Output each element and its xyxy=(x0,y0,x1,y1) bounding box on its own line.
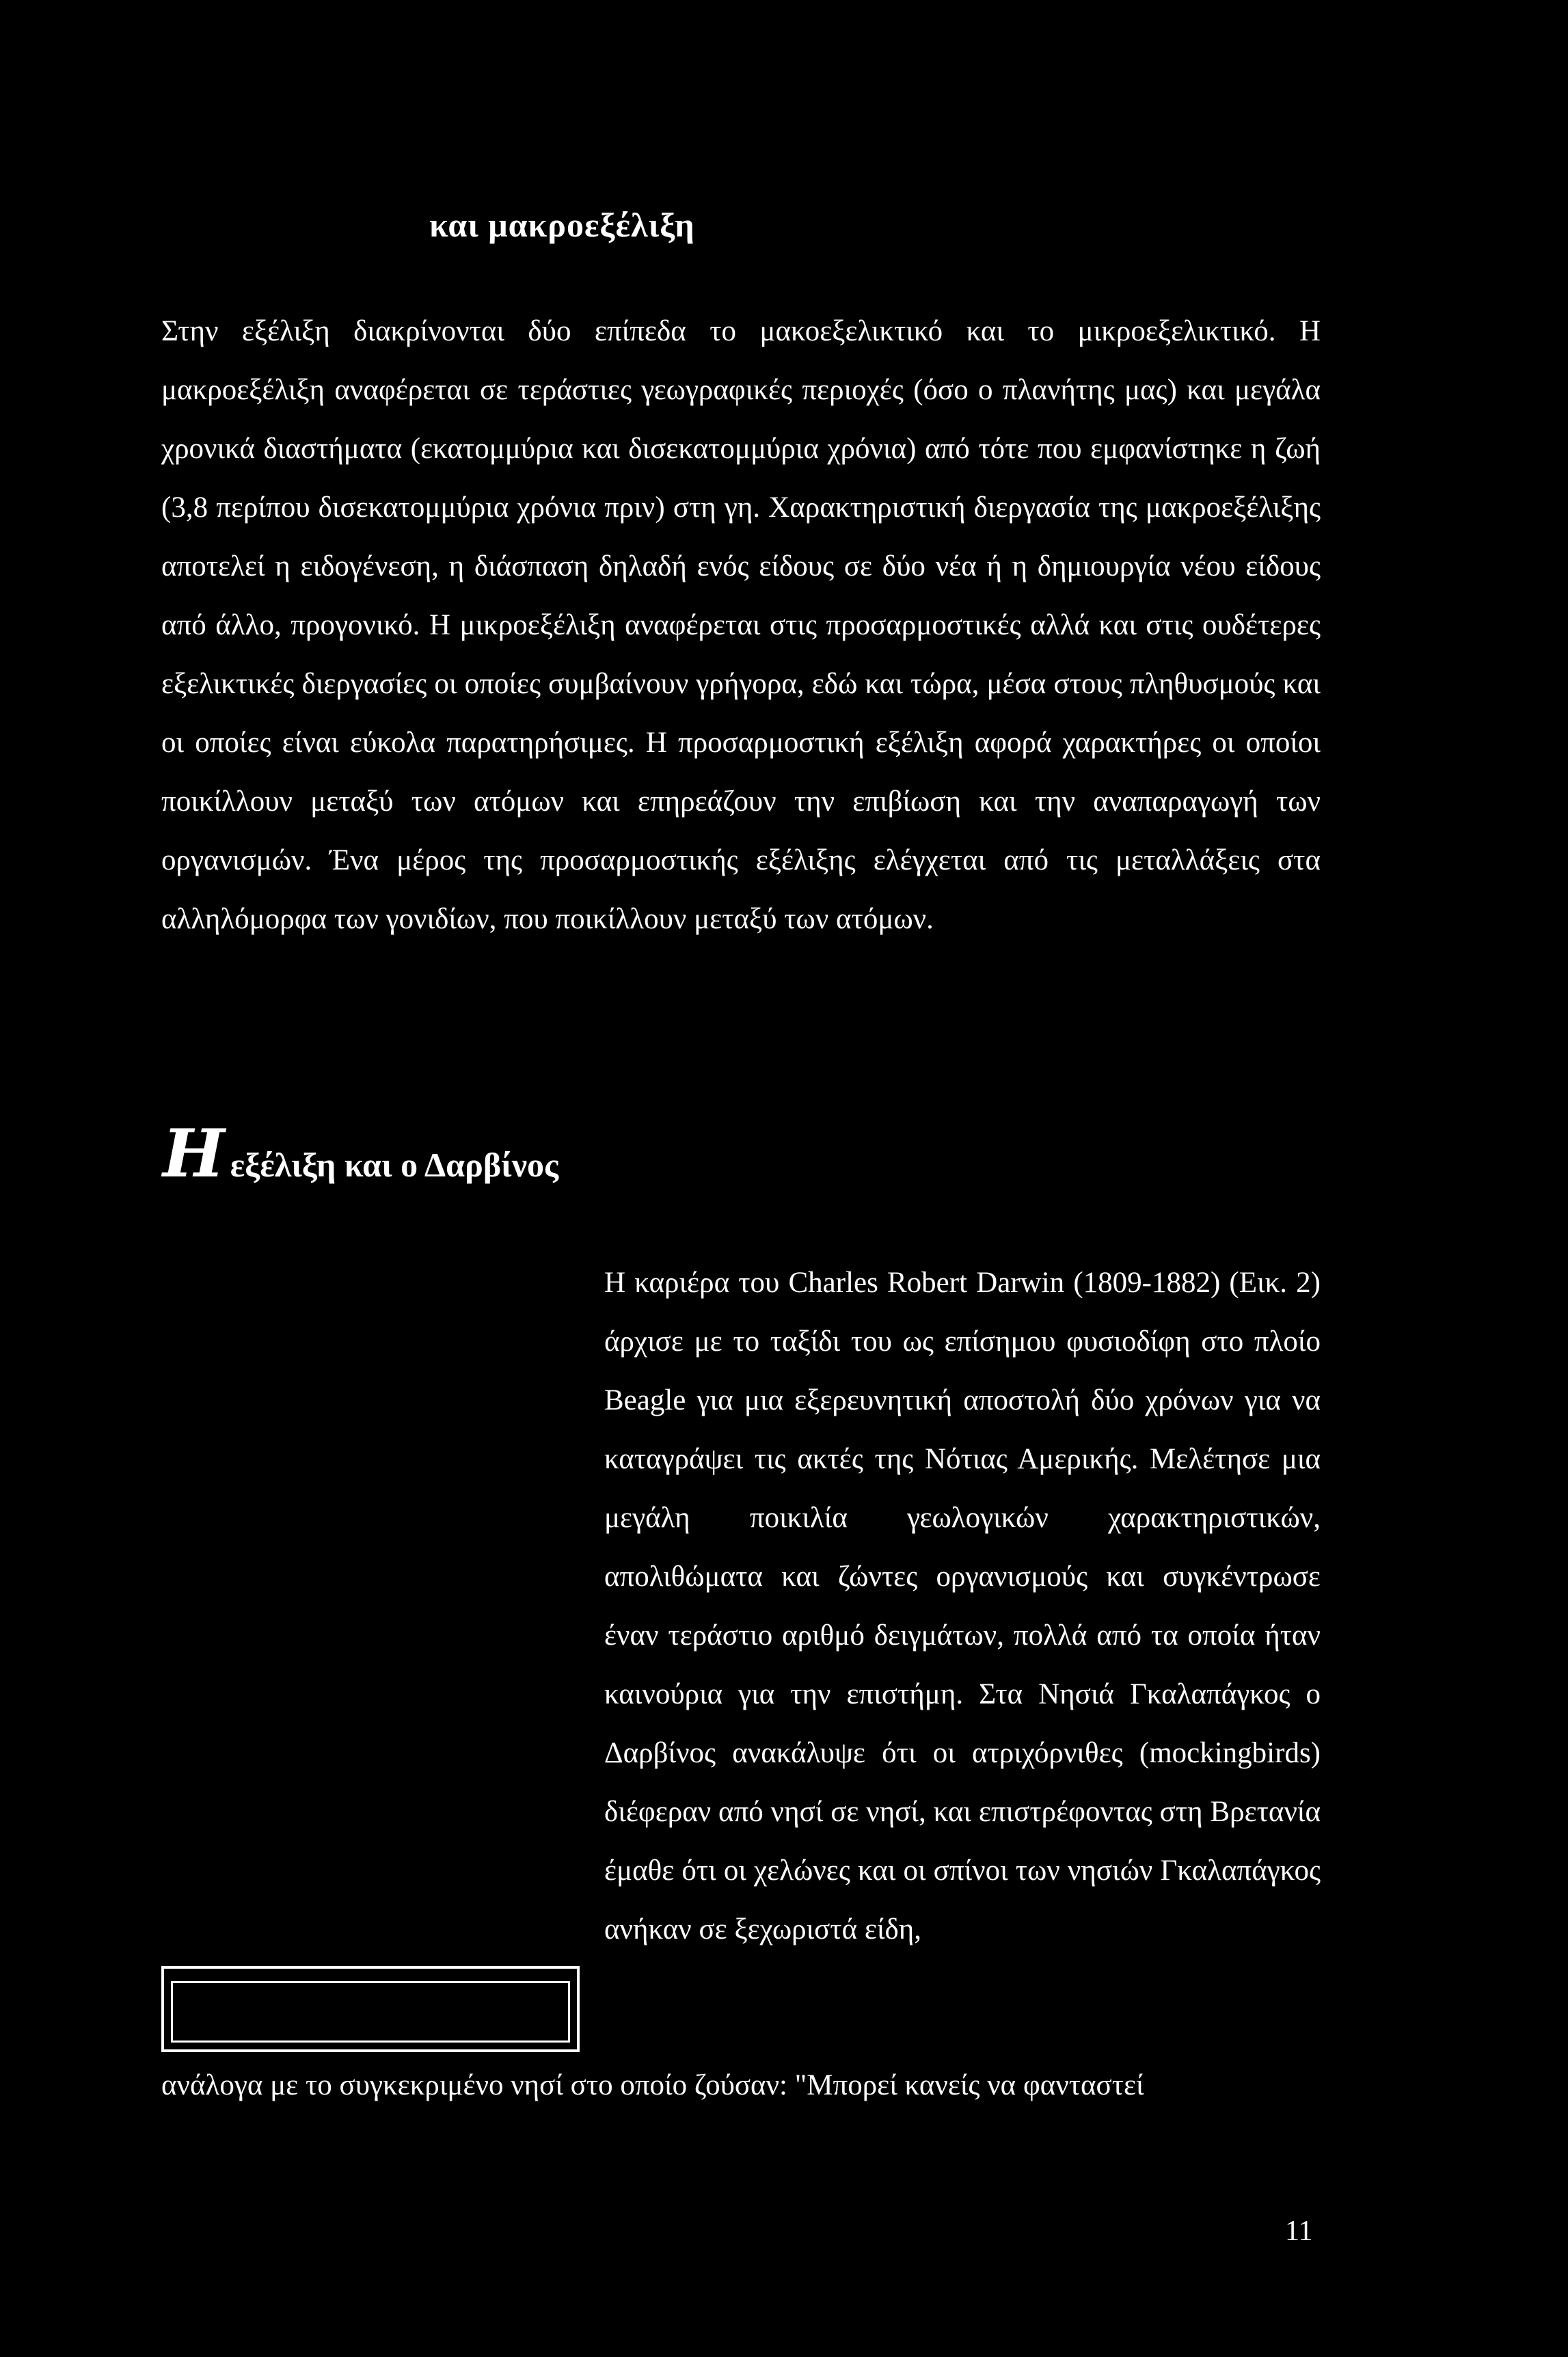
figure-placeholder-inner-frame xyxy=(171,1981,570,2043)
section-heading: και μακροεξέλιξη xyxy=(429,206,695,244)
page-number: 11 xyxy=(1285,2215,1313,2247)
figure-placeholder-frame xyxy=(161,1966,580,2052)
paragraph-darwin-career: Η καριέρα του Charles Robert Darwin (1809-1882) (Εικ. 2) άρχισε με το ταξίδι του ως επίσημου φυσιοδίφη στο πλοίο Beagle για μια εξερευνητική αποστολή δύο χρόνων για να καταγράψει τις ακτές της Νότιας Αμερικής. Μελέτησε μια μεγάλη ποικιλία γεωλογικών χαρακτηριστικών, απολιθώματα και ζώντες οργανισμούς και συγκέντρωσε έναν τεράστιο αριθμό δειγμάτων, πολλά από τα οποία ήταν καινούρια για την επιστήμη. Στα Νησιά Γκαλαπάγκος ο Δαρβίνος ανακάλυψε ότι οι ατριχόρνιθες (mockingbirds) διέφεραν από νησί σε νησί, και επιστρέφοντας στη Βρετανία έμαθε ότι οι χελώνες και οι σπίνοι των νησιών Γκαλαπάγκος ανήκαν σε ξεχωριστά είδη, xyxy=(604,1267,1321,1945)
section-title xyxy=(163,1115,559,1192)
section-title-text: εξέλιξη και ο Δαρβίνος xyxy=(230,1146,559,1184)
section-title-dropcap: Η xyxy=(163,1115,225,1192)
paragraph-continuation: ανάλογα με το συγκεκριμένο νησί στο οποίο ζούσαν: "Μπορεί κανείς να φανταστεί xyxy=(161,2069,1144,2101)
paragraph-macro-micro-evolution: Στην εξέλιξη διακρίνονται δύο επίπεδα το μακοεξελικτικό και το μικροεξελικτικό. Η μακροεξέλιξη αναφέρεται σε τεράστιες γεωγραφικές περιοχές (όσο ο πλανήτης μας) και μεγάλα χρονικά διαστήματα (εκατομμύρια και δισεκατομμύρια χρόνια) από τότε που εμφανίστηκε η ζωή (3,8 περίπου δισεκατομμύρια χρόνια πριν) στη γη. Χαρακτηριστική διεργασία της μακροεξέλιξης αποτελεί η ειδογένεση, η διάσπαση δηλαδή ενός είδους σε δύο νέα ή η δημιουργία νέου είδους από άλλο, προγονικό. Η μικροεξέλιξη αναφέρεται στις προσαρμοστικές αλλά και στις ουδέτερες εξελικτικές διεργασίες οι οποίες συμβαίνουν γρήγορα, εδώ και τώρα, μέσα στους πληθυσμούς και οι οποίες είναι εύκολα παρατηρήσιμες. Η προσαρμοστική εξέλιξη αφορά χαρακτήρες οι οποίοι ποικίλλουν μεταξύ των ατόμων και επηρεάζουν την επιβίωση και την αναπαραγωγή των οργανισμών. Ένα μέρος της προσαρμοστικής εξέλιξης ελέγχεται από τις μεταλλάξεις στα αλληλόμορφα των γονιδίων, που ποικίλλουν μεταξύ των ατόμων. xyxy=(161,315,1321,935)
